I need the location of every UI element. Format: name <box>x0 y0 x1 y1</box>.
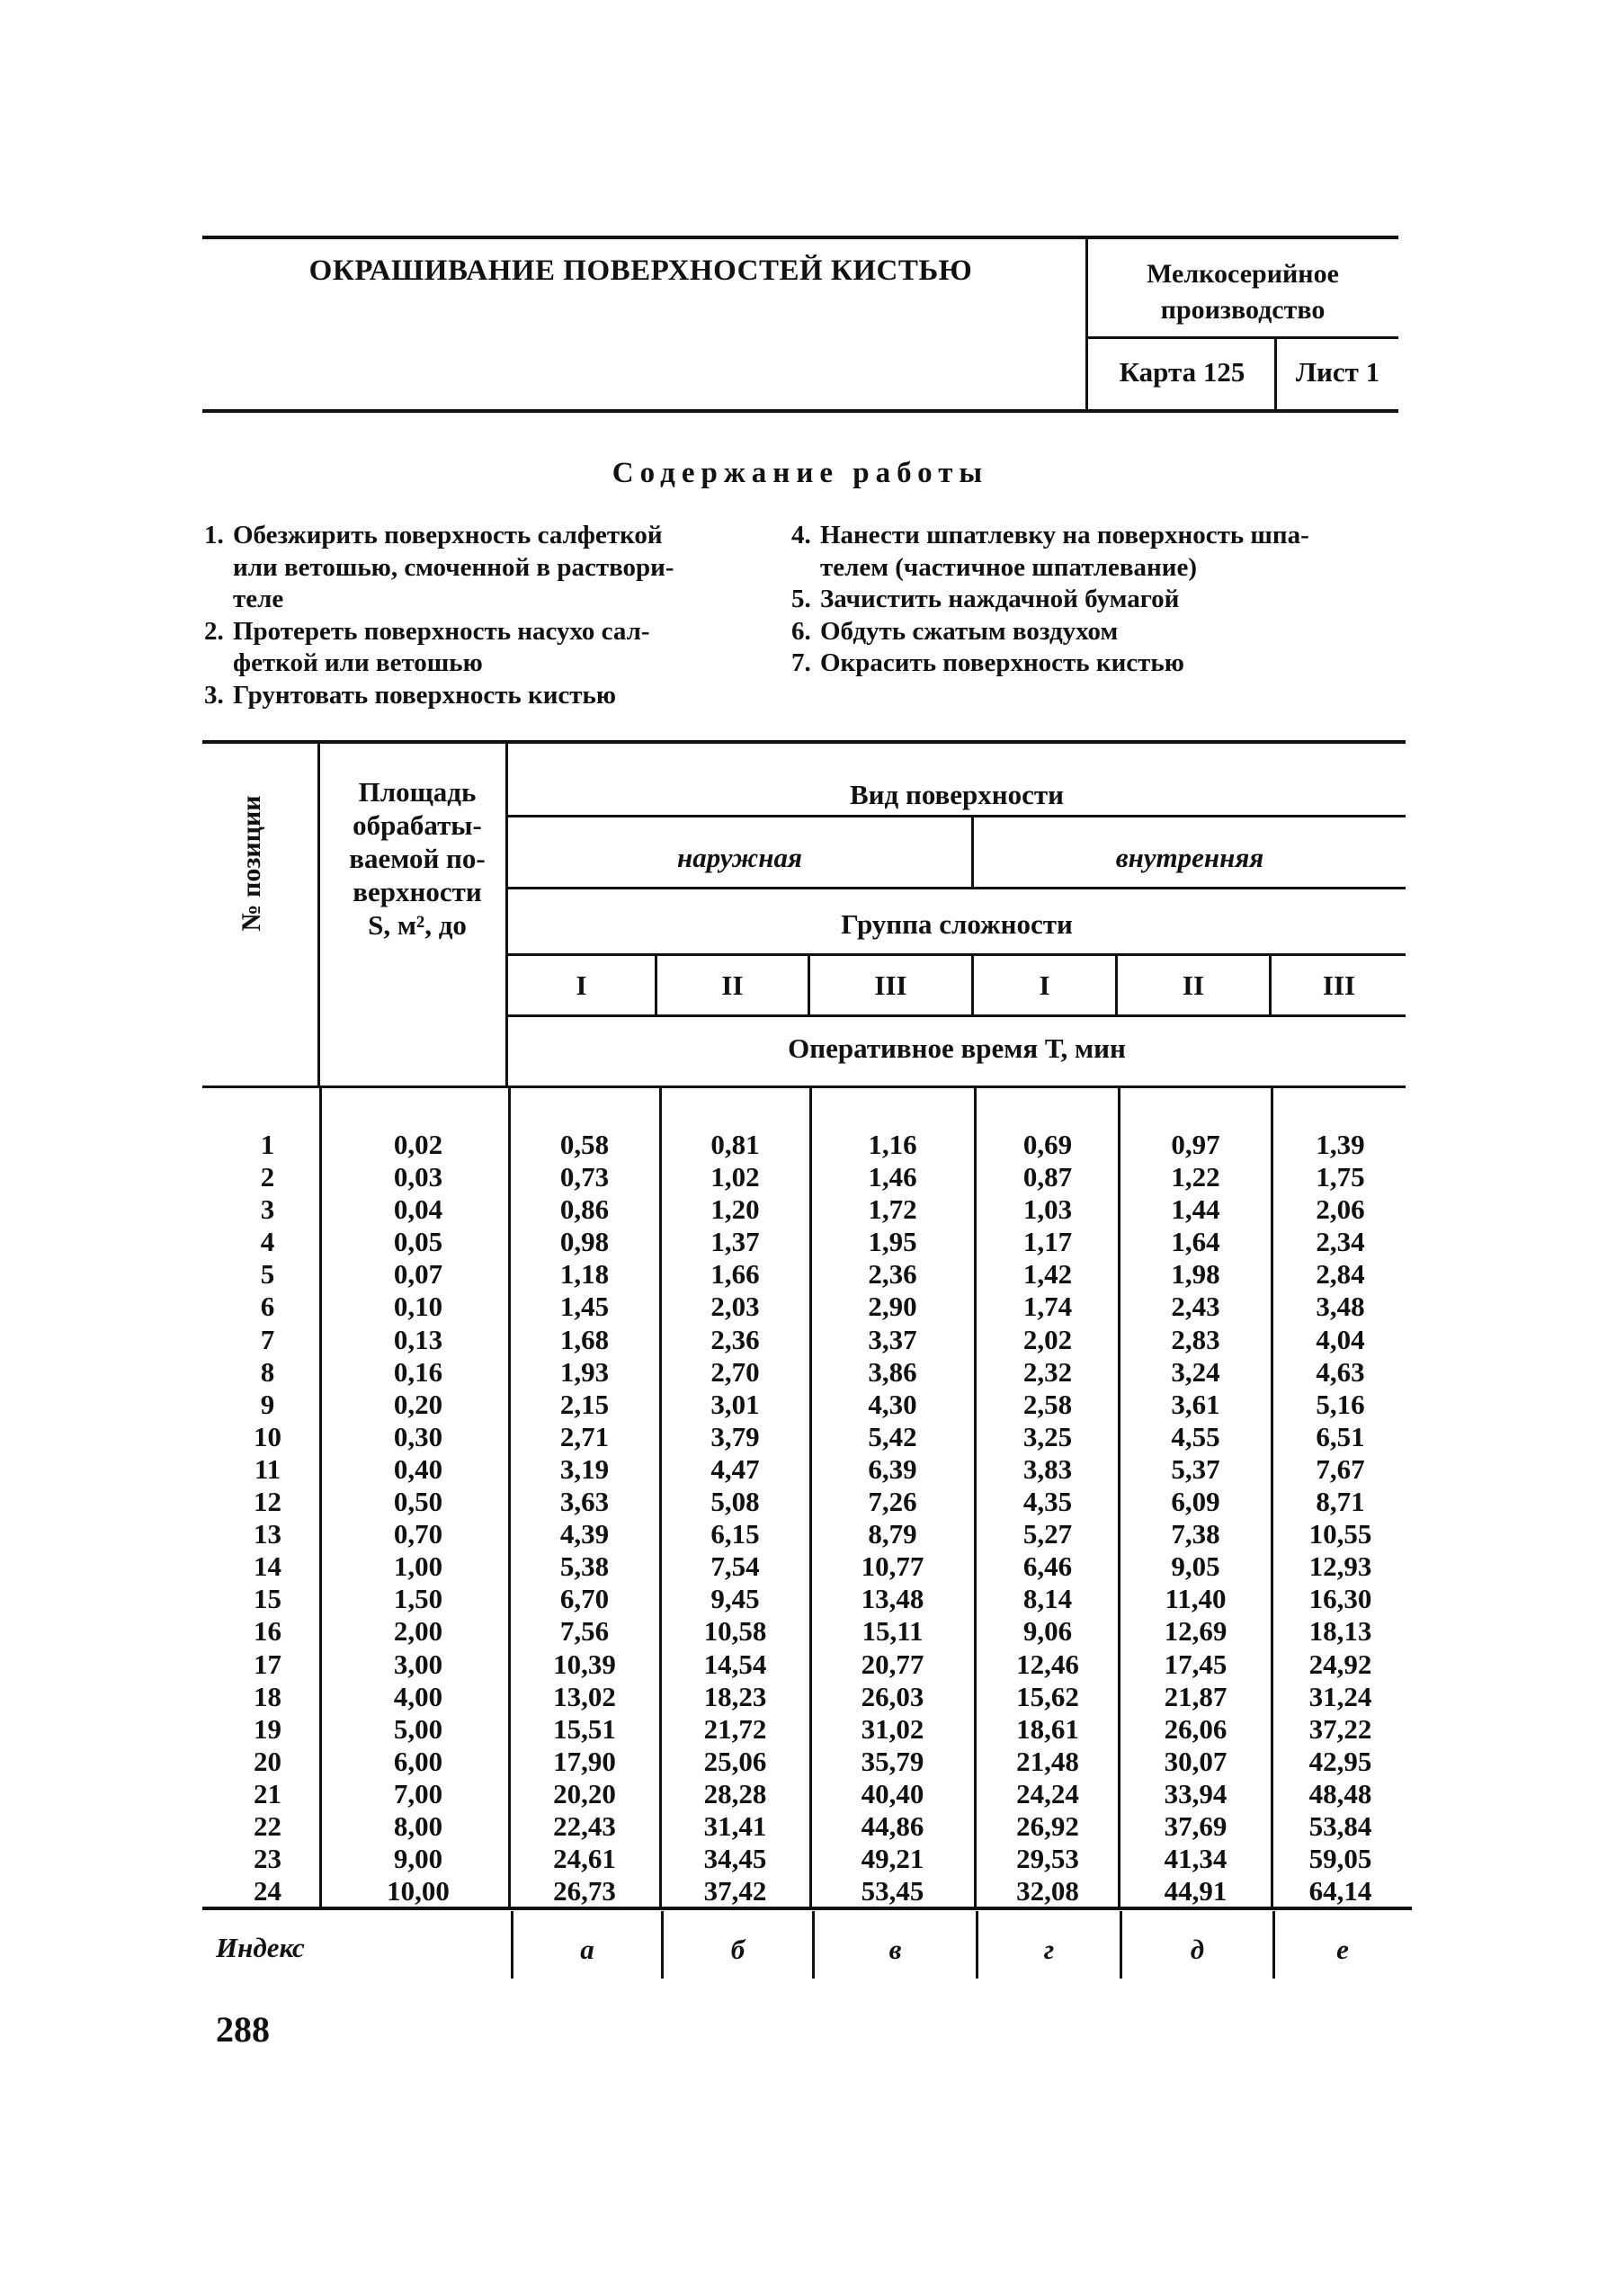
table-cell: 0,87 <box>1022 1161 1073 1193</box>
body-divider <box>974 1087 977 1907</box>
table-cell: 18,13 <box>1308 1615 1372 1648</box>
table-cell: 8 <box>260 1355 275 1388</box>
production-line-1: Мелкосерийное <box>1147 259 1339 289</box>
table-cell: 7,26 <box>868 1486 917 1518</box>
table-cell: 29,53 <box>1016 1843 1079 1875</box>
table-cell: 37,69 <box>1164 1809 1228 1842</box>
step-number: 1. <box>204 521 224 549</box>
table-cell: 17,45 <box>1164 1648 1228 1680</box>
step-item <box>791 520 1403 584</box>
table-cell: 16,30 <box>1308 1583 1372 1615</box>
card-number: Карта 125 <box>1119 356 1245 388</box>
table-cell: 14,54 <box>703 1648 767 1680</box>
table-cell: 1,68 <box>559 1323 610 1355</box>
area-header-line: S, м², до <box>368 909 467 941</box>
table-cell: 15,51 <box>553 1712 616 1745</box>
table-cell: 28,28 <box>703 1777 767 1809</box>
table-cell: 37,22 <box>1308 1712 1372 1745</box>
step-line: Обезжирить поверхность салфеткой <box>233 521 663 549</box>
table-cell: 35,79 <box>861 1745 924 1777</box>
index-b: б <box>730 1934 745 1965</box>
table-cell: 11 <box>254 1452 281 1485</box>
table-cell: 41,34 <box>1164 1843 1228 1875</box>
table-cell: 2,90 <box>868 1291 917 1323</box>
table-cell: 5,00 <box>393 1712 443 1745</box>
table-cell: 6,70 <box>559 1583 610 1615</box>
step-line: Нанести шпатлевку на поверхность шпа- <box>820 521 1309 549</box>
table-cell: 26,03 <box>861 1680 924 1712</box>
table-cell: 5,16 <box>1316 1388 1365 1420</box>
table-cell: 2,84 <box>1316 1258 1365 1291</box>
area-header-line: верхности <box>353 876 482 907</box>
table-cell: 1,02 <box>710 1161 760 1193</box>
table-cell: 31,41 <box>703 1809 767 1842</box>
table-cell: 0,58 <box>559 1129 610 1160</box>
table-cell: 49,21 <box>861 1843 924 1875</box>
table-cell: 48,48 <box>1308 1777 1372 1809</box>
table-cell: 1,72 <box>868 1193 917 1226</box>
table-cell: 0,70 <box>393 1518 443 1550</box>
production-type <box>1090 256 1396 328</box>
table-cell: 4 <box>260 1226 275 1258</box>
table-cell: 0,02 <box>393 1129 443 1160</box>
step-item <box>204 520 753 616</box>
table-cell: 30,07 <box>1164 1745 1228 1777</box>
table-cell: 1,64 <box>1171 1226 1220 1258</box>
table-cell: 2,03 <box>710 1291 760 1323</box>
table-cell: 3,01 <box>710 1388 760 1420</box>
table-cell: 7,00 <box>393 1777 443 1809</box>
table-cell: 1,66 <box>710 1258 760 1291</box>
table-cell: 0,98 <box>559 1226 610 1258</box>
group-header-inner-1: I <box>1039 969 1050 1001</box>
header-top-rule <box>202 236 1398 239</box>
steps-left-list <box>204 520 753 711</box>
table-cell: 13,48 <box>861 1583 924 1615</box>
table-cell: 26,73 <box>553 1875 616 1907</box>
index-a: а <box>580 1934 594 1965</box>
table-cell: 33,94 <box>1164 1777 1228 1809</box>
group-header-inner-3: III <box>1322 969 1356 1001</box>
area-column-header <box>322 775 513 942</box>
table-cell: 9 <box>260 1388 275 1420</box>
group-header-outer-3: III <box>874 969 907 1001</box>
step-number: 5. <box>791 585 811 613</box>
table-cell: 3,25 <box>1022 1420 1073 1452</box>
table-cell: 26,06 <box>1164 1712 1228 1745</box>
table-cell: 4,30 <box>868 1388 917 1420</box>
table-cell: 5,37 <box>1171 1452 1220 1485</box>
table-cell: 1,39 <box>1316 1129 1365 1160</box>
table-cell: 4,04 <box>1316 1323 1365 1355</box>
table-cell: 17,90 <box>553 1745 616 1777</box>
table-cell: 59,05 <box>1308 1843 1372 1875</box>
area-header-line: ваемой по- <box>349 843 486 874</box>
table-cell: 5,27 <box>1022 1518 1073 1550</box>
table-cell: 7,38 <box>1171 1518 1220 1550</box>
table-cell: 9,45 <box>710 1583 760 1615</box>
table-cell: 11,40 <box>1165 1583 1227 1615</box>
table-cell: 20 <box>254 1745 281 1777</box>
time-column-outer-2 <box>679 1129 791 1907</box>
contents-heading: Содержание работы <box>612 457 989 489</box>
table-cell: 2,71 <box>559 1420 610 1452</box>
table-cell: 0,04 <box>393 1193 443 1226</box>
table-cell: 2,32 <box>1022 1355 1073 1388</box>
table-cell: 0,97 <box>1171 1129 1220 1160</box>
table-header-bottom-rule <box>202 1085 1406 1088</box>
table-cell: 25,06 <box>703 1745 767 1777</box>
table-cell: 0,69 <box>1022 1129 1073 1160</box>
table-cell: 0,81 <box>710 1129 760 1160</box>
table-cell: 13,02 <box>553 1680 616 1712</box>
table-cell: 23 <box>254 1843 281 1875</box>
table-rule-surface <box>506 815 1406 817</box>
table-cell: 1,37 <box>710 1226 760 1258</box>
table-cell: 1,74 <box>1022 1291 1073 1323</box>
time-column-inner-1 <box>989 1129 1106 1907</box>
outer-surface-header: наружная <box>677 842 802 873</box>
time-column-outer-3 <box>832 1129 953 1907</box>
step-item <box>204 680 753 712</box>
table-cell: 21,72 <box>703 1712 767 1745</box>
table-cell: 7,67 <box>1316 1452 1365 1485</box>
table-cell: 10,58 <box>703 1615 767 1648</box>
table-cell: 15,11 <box>861 1615 924 1648</box>
table-cell: 24,61 <box>553 1843 616 1875</box>
table-cell: 9,00 <box>393 1843 443 1875</box>
table-cell: 1,03 <box>1022 1193 1073 1226</box>
step-number: 2. <box>204 616 224 646</box>
table-cell: 2,70 <box>710 1355 760 1388</box>
step-line: Окрасить поверхность кистью <box>820 648 1184 677</box>
table-cell: 2,36 <box>710 1323 760 1355</box>
position-column-header: № позиции <box>237 795 266 932</box>
table-cell: 1,98 <box>1171 1258 1220 1291</box>
table-cell: 9,05 <box>1171 1550 1220 1583</box>
area-header-line: Площадь <box>358 776 477 808</box>
table-cell: 37,42 <box>703 1875 767 1907</box>
table-cell: 4,47 <box>710 1452 760 1485</box>
step-item <box>791 616 1403 648</box>
table-cell: 24,24 <box>1016 1777 1079 1809</box>
step-number: 4. <box>791 521 811 549</box>
table-cell: 0,86 <box>559 1193 610 1226</box>
step-item <box>204 616 753 680</box>
table-cell: 6,09 <box>1171 1486 1220 1518</box>
document-title: ОКРАШИВАНИЕ ПОВЕРХНОСТЕЙ КИСТЬЮ <box>308 255 973 287</box>
time-column-outer-1 <box>531 1129 638 1907</box>
table-cell: 3,63 <box>559 1486 610 1518</box>
table-cell: 44,86 <box>861 1809 924 1842</box>
table-cell: 1,93 <box>559 1355 610 1388</box>
group-header-outer-1: I <box>576 969 587 1001</box>
index-label: Индекс <box>216 1932 305 1963</box>
complexity-group-header: Группа сложности <box>841 908 1073 940</box>
table-cell: 3,37 <box>868 1323 917 1355</box>
table-cell: 0,10 <box>393 1291 443 1323</box>
step-number: 3. <box>204 680 224 710</box>
table-cell: 12,46 <box>1016 1648 1079 1680</box>
table-cell: 0,50 <box>393 1486 443 1518</box>
table-cell: 2,83 <box>1171 1323 1220 1355</box>
table-cell: 2,06 <box>1316 1193 1365 1226</box>
table-cell: 10 <box>254 1420 281 1452</box>
table-cell: 22,43 <box>553 1809 616 1842</box>
step-line: телем (частичное шпатлевание) <box>820 552 1197 582</box>
table-cell: 1,75 <box>1316 1161 1365 1193</box>
table-cell: 9,06 <box>1022 1615 1073 1648</box>
table-cell: 64,14 <box>1308 1875 1372 1907</box>
table-cell: 17 <box>254 1648 281 1680</box>
table-cell: 3,86 <box>868 1355 917 1388</box>
table-cell: 7,54 <box>710 1550 760 1583</box>
table-cell: 2,43 <box>1171 1291 1220 1323</box>
table-cell: 1,45 <box>559 1291 610 1323</box>
body-divider <box>319 1087 322 1907</box>
table-cell: 53,84 <box>1308 1809 1372 1842</box>
table-cell: 12,69 <box>1164 1615 1228 1648</box>
table-cell: 1,95 <box>868 1226 917 1258</box>
step-line: Зачистить наждачной бумагой <box>820 585 1180 613</box>
table-cell: 2 <box>260 1161 275 1193</box>
table-cell: 0,13 <box>393 1323 443 1355</box>
table-cell: 6,51 <box>1316 1420 1365 1452</box>
table-cell: 1,00 <box>393 1550 443 1583</box>
table-cell: 0,20 <box>393 1388 443 1420</box>
table-cell: 4,55 <box>1171 1420 1220 1452</box>
table-top-rule <box>202 740 1406 744</box>
table-cell: 8,79 <box>868 1518 917 1550</box>
table-cell: 2,02 <box>1022 1323 1073 1355</box>
table-cell: 53,45 <box>861 1875 924 1907</box>
table-cell: 6,00 <box>393 1745 443 1777</box>
table-cell: 3,19 <box>559 1452 610 1485</box>
table-cell: 4,63 <box>1316 1355 1365 1388</box>
table-cell: 4,00 <box>393 1680 443 1712</box>
table-cell: 0,16 <box>393 1355 443 1388</box>
index-g: г <box>1043 1934 1055 1965</box>
steps-right-list <box>791 520 1403 680</box>
table-cell: 18 <box>254 1680 281 1712</box>
table-cell: 12 <box>254 1486 281 1518</box>
step-line: Обдуть сжатым воздухом <box>820 616 1119 646</box>
table-cell: 2,34 <box>1316 1226 1365 1258</box>
index-e: е <box>1336 1934 1349 1965</box>
table-cell: 5,08 <box>710 1486 760 1518</box>
table-cell: 6,15 <box>710 1518 760 1550</box>
table-cell: 18,61 <box>1016 1712 1079 1745</box>
table-rule-outer-inner <box>506 887 1406 889</box>
table-cell: 4,35 <box>1022 1486 1073 1518</box>
step-line: Грунтовать поверхность кистью <box>233 680 617 710</box>
table-cell: 0,30 <box>393 1420 443 1452</box>
index-v: в <box>888 1934 902 1965</box>
table-cell: 7 <box>260 1323 275 1355</box>
step-number: 7. <box>791 648 811 677</box>
step-item <box>791 648 1403 680</box>
table-cell: 0,07 <box>393 1258 443 1291</box>
table-cell: 8,71 <box>1316 1486 1365 1518</box>
table-cell: 1 <box>260 1129 275 1160</box>
table-cell: 21,48 <box>1016 1745 1079 1777</box>
step-line: или ветошью, смоченной в раствори- <box>233 552 674 582</box>
table-cell: 8,00 <box>393 1809 443 1842</box>
table-cell: 1,44 <box>1171 1193 1220 1226</box>
index-d: д <box>1190 1934 1205 1965</box>
table-cell: 32,08 <box>1016 1875 1079 1907</box>
table-cell: 1,42 <box>1022 1258 1073 1291</box>
table-cell: 31,02 <box>861 1712 924 1745</box>
table-cell: 21 <box>254 1777 281 1809</box>
step-number: 6. <box>791 616 811 646</box>
table-cell: 22 <box>254 1809 281 1842</box>
table-cell: 16 <box>254 1615 281 1648</box>
table-cell: 5,38 <box>559 1550 610 1583</box>
table-cell: 3,83 <box>1022 1452 1073 1485</box>
table-cell: 7,56 <box>559 1615 610 1648</box>
table-cell: 14 <box>254 1550 281 1583</box>
table-cell: 20,77 <box>861 1648 924 1680</box>
table-cell: 0,05 <box>393 1226 443 1258</box>
table-cell: 12,93 <box>1308 1550 1372 1583</box>
time-column-inner-3 <box>1284 1129 1397 1907</box>
table-cell: 20,20 <box>553 1777 616 1809</box>
table-cell: 3,00 <box>393 1648 443 1680</box>
table-cell: 44,91 <box>1164 1875 1228 1907</box>
header-divider <box>1085 236 1088 412</box>
table-cell: 21,87 <box>1164 1680 1228 1712</box>
table-cell: 3,24 <box>1171 1355 1220 1388</box>
step-item <box>791 584 1403 616</box>
table-cell: 15,62 <box>1016 1680 1079 1712</box>
production-line-2: производство <box>1160 295 1326 325</box>
table-cell: 3,48 <box>1316 1291 1365 1323</box>
table-cell: 40,40 <box>861 1777 924 1809</box>
inner-surface-header: внутренняя <box>1115 842 1264 873</box>
table-cell: 6,39 <box>868 1452 917 1485</box>
areas-column <box>360 1129 477 1907</box>
table-cell: 1,16 <box>868 1129 917 1160</box>
table-cell: 3,79 <box>710 1420 760 1452</box>
step-line: феткой или ветошью <box>233 648 483 677</box>
table-cell: 24,92 <box>1308 1648 1372 1680</box>
table-cell: 4,39 <box>559 1518 610 1550</box>
table-cell: 1,20 <box>710 1193 760 1226</box>
table-cell: 6 <box>260 1291 275 1323</box>
table-cell: 5 <box>260 1258 275 1291</box>
step-line: теле <box>233 585 284 613</box>
sheet-number: Лист 1 <box>1295 356 1380 388</box>
header-bottom-rule <box>202 409 1398 413</box>
table-cell: 42,95 <box>1308 1745 1372 1777</box>
body-divider <box>508 1087 511 1907</box>
table-cell: 1,22 <box>1171 1161 1220 1193</box>
table-cell: 26,92 <box>1016 1809 1079 1842</box>
table-cell: 10,55 <box>1308 1518 1372 1550</box>
table-cell: 0,73 <box>559 1161 610 1193</box>
table-cell: 34,45 <box>703 1843 767 1875</box>
table-cell: 1,18 <box>559 1258 610 1291</box>
table-cell: 0,40 <box>393 1452 443 1485</box>
table-cell: 31,24 <box>1308 1680 1372 1712</box>
operative-time-header: Оперативное время Т, мин <box>788 1032 1126 1064</box>
table-cell: 2,00 <box>393 1615 443 1648</box>
table-cell: 2,36 <box>868 1258 917 1291</box>
table-cell: 19 <box>254 1712 281 1745</box>
table-cell: 3,61 <box>1171 1388 1220 1420</box>
header-inner-rule <box>1085 336 1398 339</box>
group-header-outer-2: II <box>721 969 744 1001</box>
table-cell: 0,03 <box>393 1161 443 1193</box>
page-number: 288 <box>216 2009 270 2050</box>
table-cell: 6,46 <box>1022 1550 1073 1583</box>
table-cell: 10,77 <box>861 1550 924 1583</box>
table-cell: 2,58 <box>1022 1388 1073 1420</box>
body-divider <box>659 1087 662 1907</box>
table-cell: 2,15 <box>559 1388 610 1420</box>
table-cell: 8,14 <box>1022 1583 1073 1615</box>
table-cell: 24 <box>254 1875 281 1907</box>
table-cell: 3 <box>260 1193 275 1226</box>
step-line: Протереть поверхность насухо сал- <box>233 616 650 646</box>
table-cell: 15 <box>254 1583 281 1615</box>
table-cell: 1,17 <box>1022 1226 1073 1258</box>
table-cell: 1,46 <box>868 1161 917 1193</box>
table-cell: 13 <box>254 1518 281 1550</box>
body-divider <box>1271 1087 1273 1907</box>
positions-column <box>229 1129 306 1907</box>
table-cell: 10,00 <box>387 1875 450 1907</box>
group-header-inner-2: II <box>1182 969 1205 1001</box>
surface-type-header: Вид поверхности <box>849 779 1064 810</box>
body-divider <box>809 1087 812 1907</box>
table-cell: 1,50 <box>393 1583 443 1615</box>
area-header-line: обрабаты- <box>353 809 482 841</box>
time-column-inner-2 <box>1135 1129 1256 1907</box>
table-cell: 18,23 <box>703 1680 767 1712</box>
body-divider <box>1118 1087 1120 1907</box>
table-cell: 5,42 <box>868 1420 917 1452</box>
table-cell: 10,39 <box>553 1648 616 1680</box>
